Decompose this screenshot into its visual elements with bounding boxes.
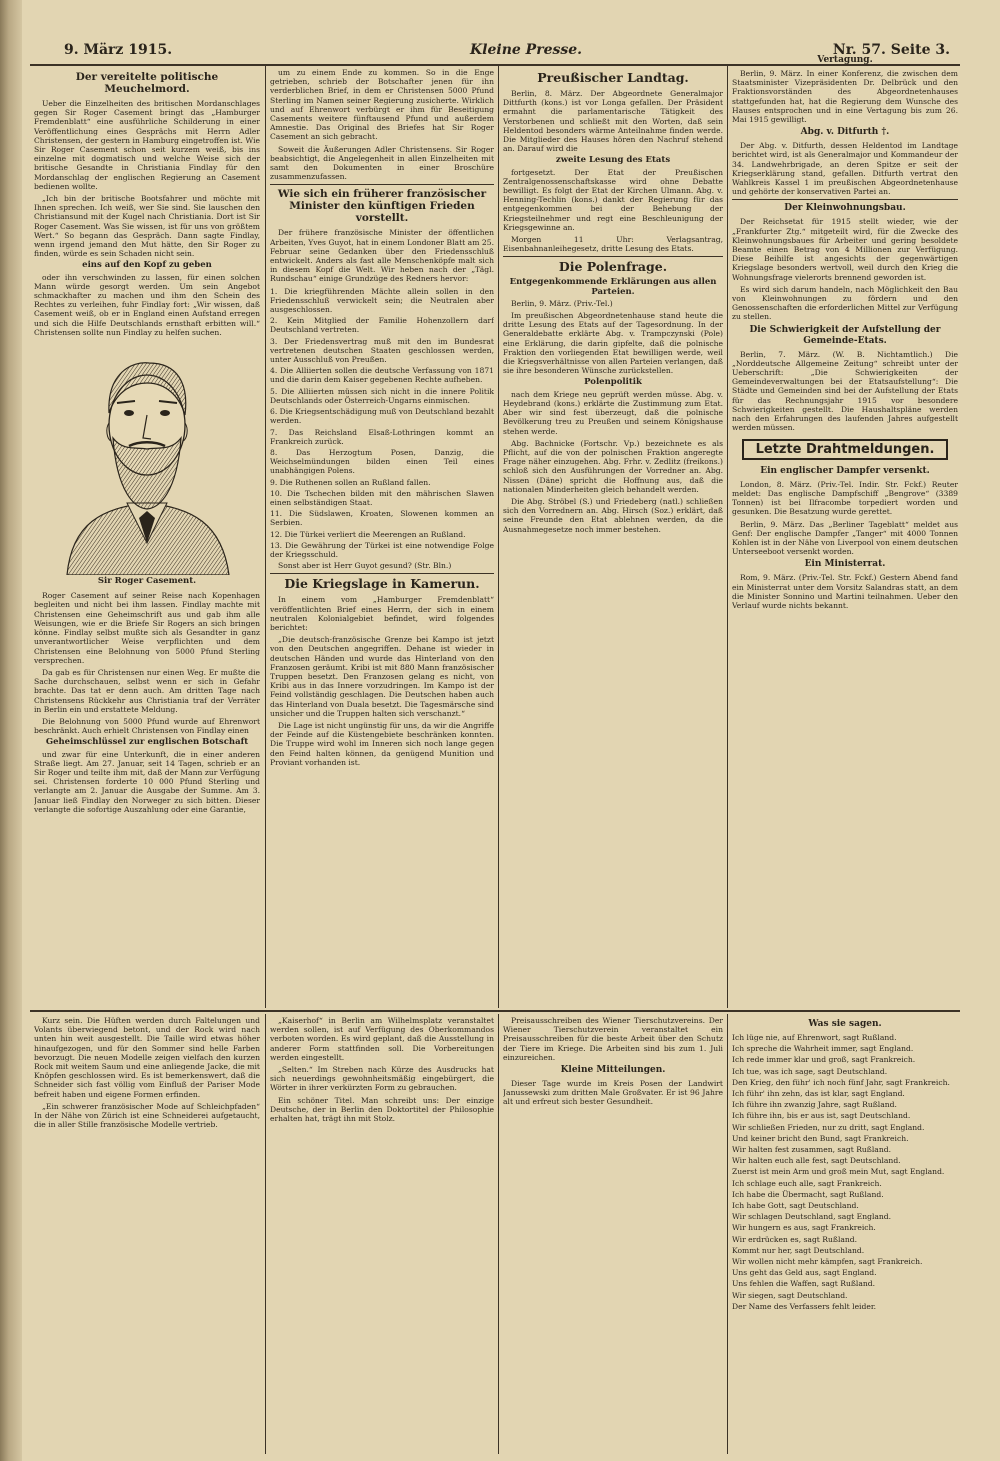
article-paragraph: Berlin, 9. März. In einer Konferenz, die zwischen dem Staatsminister Vizepräsidenten Dr. Delbrück und den Fraktionsvorständen des Abgeordnetenhauses stattgefunden hat, hat die Regierung dem Wunsche des Hauses entsprochen und in eine Vertagung bis zum 26. Mai 1915 gewilligt. xyxy=(732,69,958,125)
poem-line: Zuerst ist mein Arm und groß mein Mut, sagt England. xyxy=(732,1167,945,1177)
article-paragraph: London, 8. März. (Priv.-Tel. Indir. Str. Fckf.) Reuter meldet: Das englische Dampfschiff „Bengrove“ (3389 Tonnen) ist bei Ilfracombe torpediert worden und gesunken. Die Besatzung wurde gerettet. xyxy=(732,479,958,517)
article-dateline: Berlin, 9. März. (Priv.-Tel.) xyxy=(511,298,613,308)
poem-line: Wir siegen, sagt Deutschland. xyxy=(732,1290,848,1300)
headline-minister: Wie sich ein früherer französischer Minister den künftigen Frieden vorstellt. xyxy=(277,188,487,225)
article-paragraph: „Ich bin der britische Bootsfahrer und möchte mit Ihnen sprechen. Ich weiß, wer Sie sind. Sie lauschen den Christiansund mit der Kugel nach Christiania. Dort ist Sir Roger Casement. Was Sie wissen, ist für uns von größtem Wert.“ So begann das Gespräch. Dann sagte Findlay, wenn irgend jemand den Mut hätte, den Sir Roger zu finden, würde es sein Schaden nicht sein. xyxy=(34,194,260,259)
article-paragraph: In einem vom „Hamburger Fremdenblatt“ veröffentlichten Brief eines Herrn, der sich in einem neutralen Kolonialgebiet befindet, wird folgendes berichtet: xyxy=(270,595,494,632)
article-paragraph: „Die deutsch-französische Grenze bei Kampo ist jetzt von den Deutschen angegriffen. Dehane ist wieder in deutschen Händen und wurde das Hinterland von den Franzosen geräumt. Kribi ist mit 880 Mann französischer Truppen besetzt. Den Franzosen gelang es nicht, von Kribi aus in das Innere vorzudringen. Im Kampo ist der Feind vollständig geschlagen. Die Deutschen haben auch das Hinterland von Duala besetzt. Die Tagesmärsche sind unsicher und die Truppen halten sich verschanzt.“ xyxy=(270,635,494,718)
poem-line: Ich habe die Übermacht, sagt Rußland. xyxy=(732,1189,884,1199)
bottom-column-3 xyxy=(503,1016,723,1452)
poem-line: Wir schließen Frieden, nur zu dritt, sagt England. xyxy=(732,1122,925,1132)
poem-lines xyxy=(732,1033,958,1311)
demands-list xyxy=(270,287,494,559)
article-paragraph: „Selten.“ Im Streben nach Kürze des Ausdrucks hat sich neuerdings gewohnheitsmäßig eingebürgert, die Wörter in ihrer verkürzten Form zu gebrauchen. xyxy=(270,1065,494,1093)
list-item: 9. Die Ruthenen sollen an Rußland fallen. xyxy=(270,477,431,487)
article-divider xyxy=(270,573,494,574)
latest-telegrams-box: Letzte Drahtmeldungen. xyxy=(742,439,948,460)
article-paragraph: oder ihn verschwinden zu lassen, für einen solchen Mann würde gesorgt werden. Um sein Angebot schmackhafter zu machen und ihm den Schein des Rechtes zu verleihen, fuhr Findlay fort: „Wir wissen, daß Casement weiß, ob er in England einen Aufstand erregen und sich die Hilfe Deutschlands ernsthaft erbitten will.“ Christensen sollte nun Findlay zu helfen suchen. xyxy=(34,272,260,337)
article-paragraph: Die Abg. Ströbel (S.) und Friedeberg (natl.) schließen sich den Vorrednern an. Abg. Hirsch (Soz.) erklärt, daß seine Freunde den Etat ablehnen werden, da die Ausnahmegesetze noch immer bestehen. xyxy=(503,496,723,534)
headline-kleine-mitteilungen: Kleine Mitteilungen. xyxy=(560,1065,666,1076)
list-item: 4. Die Alliierten sollen die deutsche Verfassung von 1871 und die darin dem Kaiser gegebenen Rechte aufheben. xyxy=(270,366,494,385)
article-divider xyxy=(503,256,723,257)
column-rule xyxy=(498,1014,499,1454)
page-edge xyxy=(0,0,22,1461)
column-rule xyxy=(727,1014,728,1454)
article-paragraph: Dieser Tage wurde im Kreis Posen der Landwirt Janussewski zum dritten Male Großvater. Er ist 96 Jahre alt und erfreut sich bester Gesundheit. xyxy=(503,1079,723,1107)
poem-line: Ich spreche die Wahrheit immer, sagt England. xyxy=(732,1044,914,1054)
subheading: Polenpolitik xyxy=(584,377,642,388)
article-paragraph: Ueber die Einzelheiten des britischen Mordanschlages gegen Sir Roger Casement bringt das „Hamburger Fremdenblatt“ eine ausführliche Schilderung in einer Veröffentlichung eines Gesprächs mit Herrn Adler Christensen, der gestern in Hamburg eingetroffen ist. Wie Sir Roger Casement schon seit kurzem weiß, bis ins einzelne mit dogmatisch und welche Weise sich der britische Gesandte in Christiania Findlay für den Mordanschlag der englischen Regierung an Casement bedienen wollte. xyxy=(34,99,260,191)
article-paragraph: Kurz sein. Die Hüften werden durch Faltelungen und Volants überwiegend betont, und der Rock wird nach unten hin weit ausgestellt. Die Taille wird etwas höher hinaufgezogen, und für den Sommer sind helle Farben bevorzugt. Die neuen Modelle zeigen vielfach den kurzen Rock mit weitem Saum und eine anliegende Jacke, die mit Knöpfen geschlossen wird. Es ist bemerkenswert, daß die Schneider sich fast völlig vom Einfluß der Pariser Mode befreit haben und eigene Formen erfinden. xyxy=(34,1016,260,1099)
poem-line: Wir halten euch alle fest, sagt Deutschland. xyxy=(732,1156,901,1166)
headline-was-sie-sagen: Was sie sagen. xyxy=(808,1019,882,1029)
headline-gemeinde-etats: Die Schwierigkeit der Aufstellung der Gemeinde-Etats. xyxy=(749,324,941,346)
article-divider xyxy=(732,199,958,200)
headline-meuchelmord: Der vereitelte politische Meuchelmord. xyxy=(75,71,219,95)
poem-line: Ich rede immer klar und groß, sagt Frankreich. xyxy=(732,1055,916,1065)
article-paragraph: Berlin, 9. März. Das „Berliner Tageblatt“ meldet aus Genf: Der englische Dampfer „Tanger“ mit 4000 Tonnen Kohlen ist in der Nähe von Liverpool von einem deutschen Unterseeboot versenkt worden. xyxy=(732,519,958,557)
column-rule xyxy=(265,1014,266,1454)
article-paragraph: Rom, 9. März. (Priv.-Tel. Str. Fckf.) Gestern Abend fand ein Ministerrat unter dem Vorsitz Salandras statt, an dem die Minister Sonnino und Martini teilnahmen. Ueber den Verlauf wurde nichts bekannt. xyxy=(732,573,958,610)
poem-line: Ich habe Gott, sagt Deutschland. xyxy=(732,1201,859,1211)
bottom-column-4 xyxy=(732,1016,958,1452)
article-paragraph: Sonst aber ist Herr Guyot gesund? (Str. Bln.) xyxy=(278,561,452,571)
column-4 xyxy=(732,52,958,1006)
poem-line: Ich lüge nie, auf Ehrenwort, sagt Rußland. xyxy=(732,1033,897,1042)
article-paragraph: Soweit die Äußerungen Adler Christensens. Sir Roger beabsichtigt, die Angelegenheit in allen Einzelheiten mit samt den Dokumenten in einer Broschüre zusammenzufassen. xyxy=(270,144,494,182)
poem-line: Den Krieg, den führ' ich noch fünf Jahr, sagt Frankreich. xyxy=(732,1077,950,1087)
poem-line: Und keiner bricht den Bund, sagt Frankreich. xyxy=(732,1133,909,1143)
article-paragraph: Der Reichsetat für 1915 stellt wieder, wie der „Frankfurter Ztg.“ mitgeteilt wird, für die Zwecke des Kleinwohnungsbaues für Arbeiter und gering besoldete Beamte einen Betrag von 4 Millionen zur Verfügung. Diese Beihilfe ist angesichts der gegenwärtigen Kriegslage besonders wertvoll, weil durch den Krieg die Wohnungsfrage vielerorts brennend geworden ist. xyxy=(732,217,958,282)
headline-kamerun: Die Kriegslage in Kamerun. xyxy=(284,576,480,592)
headline-polenfrage: Die Polenfrage. xyxy=(558,259,668,275)
poem-line: Ich führe ihn zwanzig Jahre, sagt Rußland. xyxy=(732,1100,897,1110)
subheading: Entgegenkommende Erklärungen aus allen Parteien. xyxy=(509,277,717,297)
article-paragraph: fortgesetzt. Der Etat der Preußischen Zentralgenossenschaftskasse wird ohne Debatte bewilligt. Es folgt der Etat der Kirchen Ulmann. Abg. v. Henning-Techlin (kons.) dankt der Regierung für das entgegenkommen bei der Behebung der Kriegsteilnehmer und regt eine Beschleunigung der Kriegsgewinne an. xyxy=(503,167,723,232)
headline-kleinwohnungsbau: Der Kleinwohnungsbau. xyxy=(784,203,906,214)
column-1 xyxy=(34,68,260,1006)
headline-landtag: Preußischer Landtag. xyxy=(537,70,689,85)
article-paragraph: Da gab es für Christensen nur einen Weg. Er mußte die Sache durchschauen, selbst wenn er sich in Gefahr brachte. Das tat er denn auch. Am dritten Tage nach Christensens Rückkehr aus Christiania traf der Verräter in Berlin ein und erstattete Meldung. xyxy=(34,667,260,714)
poem-line: Wir halten fest zusammen, sagt Rußland. xyxy=(732,1145,891,1155)
column-2 xyxy=(270,68,494,1006)
article-paragraph: Die Belohnung von 5000 Pfund wurde auf Ehrenwort beschränkt. Auch erhielt Christensen von Findlay einen xyxy=(34,716,260,736)
article-paragraph: Berlin, 7. März. (W. B. Nichtamtlich.) Die „Norddeutsche Allgemeine Zeitung“ schreibt unter der Ueberschrift: „Die Schwierigkeiten der Gemeindeverwaltungen bei der Etatsaufstellung“: Die Städte und Gemeinden sind bei der Aufstellung der Etats für das Rechnungsjahr 1915 vor besondere Schwierigkeiten gestellt. Die Haushaltspläne werden nach den Erfahrungen des laufenden Jahres aufgestellt werden müssen. xyxy=(732,349,958,433)
poem-line: Ich tue, was ich sage, sagt Deutschland. xyxy=(732,1066,888,1076)
list-item: 7. Das Reichsland Elsaß-Lothringen kommt an Frankreich zurück. xyxy=(270,427,494,446)
list-item: 2. Kein Mitglied der Familie Hohenzollern darf Deutschland vertreten. xyxy=(270,316,494,335)
article-paragraph: nach dem Kriege neu geprüft werden müsse. Abg. v. Heydebrand (kons.) erklärte die Zustimmung zum Etat. Aber wir sind fest überzeugt, daß die polnische Bevölkerung treu zu Preußen und seinem Königshause stehen werde. xyxy=(503,389,723,436)
article-paragraph: Der Abg. v. Ditfurth, dessen Heldentod im Landtage berichtet wird, ist als Generalmajor und Kommandeur der 34. Landwehrbrigade, an deren Spitze er seit der Kriegserklärung stand, gefallen. Ditfurth vertrat den Wahlkreis Kassel 1 im preußischen Abgeordnetenhause und gehörte der konservativen Partei an. xyxy=(732,141,958,197)
headline-ministerrat: Ein Ministerrat. xyxy=(804,559,886,570)
subheading: eins auf den Kopf zu geben xyxy=(82,260,212,271)
subheading: Geheimschlüssel zur englischen Botschaft xyxy=(45,737,249,748)
list-item: 5. Die Alliierten müssen sich nicht in die innere Politik Deutschlands oder Österreich-Ungarns einmischen. xyxy=(270,386,494,405)
list-item: 13. Die Gewährung der Türkei ist eine notwendige Folge der Kriegsschuld. xyxy=(270,540,494,559)
section-rule xyxy=(30,1010,960,1012)
article-paragraph: Die Lage ist nicht ungünstig für uns, da wir die Angriffe der Feinde auf die Küstengebiete beschränken konnten. Die Truppe wird wohl im Inneren sich noch lange gegen den Feind halten können, da genügend Munition und Proviant vorhanden ist. xyxy=(270,720,494,767)
article-paragraph: Es wird sich darum handeln, nach Möglichkeit den Bau von Kleinwohnungen zu fördern und den Genossenschaften die erforderlichen Mittel zur Verfügung zu stellen. xyxy=(732,284,958,322)
list-item: 3. Der Friedensvertrag muß mit den im Bundesrat vertretenen deutschen Staaten geschlossen werden, unter Ausschluß von Preußen. xyxy=(270,336,494,365)
article-divider xyxy=(270,184,494,185)
list-item: 12. Die Türkei verliert die Meerengen an Rußland. xyxy=(270,529,466,539)
column-rule xyxy=(498,66,499,1008)
column-rule xyxy=(265,66,266,1008)
poem-line: Wir wollen nicht mehr kämpfen, sagt Frankreich. xyxy=(732,1257,923,1267)
bottom-column-1 xyxy=(34,1016,260,1452)
portrait-caption: Sir Roger Casement. xyxy=(97,576,197,587)
poem-line: Wir schlagen Deutschland, sagt England. xyxy=(732,1212,892,1222)
article-paragraph: Roger Casement auf seiner Reise nach Kopenhagen begleiten und nicht bei ihm lassen. Findlay machte mit Christensen eine Geheimschrift aus und gab ihm alle Weisungen, wie er die Briefe Sir Rogers an sich bringen könne. Findlay selbst mußte sich als Gesandter in ganz unverantwortlicher Weise verpflichten und dem Christensen eine Belohnung von 5000 Pfund Sterling versprechen. xyxy=(34,591,260,665)
bottom-column-2 xyxy=(270,1016,494,1452)
list-item: 1. Die kriegführenden Mächte allein sollen in den Friedensschluß verwickelt sein; die Neutralen aber ausgeschlossen. xyxy=(270,286,494,315)
subheading: zweite Lesung des Etats xyxy=(555,155,671,166)
headline-dampfer: Ein englischer Dampfer versenkt. xyxy=(760,465,930,476)
poem-line: Wir erdrücken es, sagt Rußland. xyxy=(732,1234,858,1244)
column-rule xyxy=(727,66,728,1008)
issue-number: Nr. 57. Seite 3. xyxy=(832,42,950,58)
poem-line: Uns geht das Geld aus, sagt England. xyxy=(732,1268,877,1278)
poem-line: Ich schlage euch alle, sagt Frankreich. xyxy=(732,1178,882,1188)
poem-line: Der Name des Verfassers fehlt leider. xyxy=(732,1301,877,1311)
poem-line: Kommt nur her, sagt Deutschland. xyxy=(732,1245,865,1255)
list-item: 8. Das Herzogtum Posen, Danzig, die Weichselmündungen bilden einen Teil eines unabhängigen Polens. xyxy=(270,447,494,476)
poem-line: Uns fehlen die Waffen, sagt Rußland. xyxy=(732,1279,876,1289)
poem-line: Ich führe ihn, bis er aus ist, sagt Deutschland. xyxy=(732,1111,911,1121)
list-item: 6. Die Kriegsentschädigung muß von Deutschland bezahlt werden. xyxy=(270,407,494,426)
article-paragraph: Im preußischen Abgeordnetenhause stand heute die dritte Lesung des Etats auf der Tagesordnung. In der Generaldebatte erklärte Abg. v. Trampczynski (Pole) eine Erklärung, die darin gipfelte, daß die polnische Fraktion den vorliegenden Etat bewilligen werde, weil die Kriegsverhältnisse von allen Parteien verlangen, daß sie ihre besonderen Wünsche zurückstellen. xyxy=(503,311,723,376)
issue-date: 9. März 1915. xyxy=(64,42,173,58)
portrait-svg xyxy=(47,343,247,575)
article-paragraph: Abg. Bachnicke (Fortschr. Vp.) bezeichnete es als Pflicht, auf die von der polnischen Fraktion angeregte Frage näher einzugehen. Abg. Frhr. v. Zedlitz (freikons.) schloß sich den Ausführungen der Vorredner an. Abg. Nissen (Däne) spricht die Hoffnung aus, daß die nationalen Minderheiten gleich behandelt werden. xyxy=(503,438,723,494)
headline-ditfurth: Abg. v. Ditfurth †. xyxy=(800,127,890,138)
article-paragraph: um zu einem Ende zu kommen. So in die Enge getrieben, schrieb der Botschafter jenen für ihn verderblichen Brief, in dem er Christensen 5000 Pfund Sterling im Namen seiner Regierung zusicherte. Wirklich und auf Ehrenwort verbürgt er ihm für Beseitigung Casements weitere fünftausend Pfund und außerdem Amnestie. Das Original des Briefes hat Sir Roger Casement an sich gebracht. xyxy=(270,68,494,142)
poem-line: Wir hungern es aus, sagt Frankreich. xyxy=(732,1223,876,1233)
list-item: 10. Die Tschechen bilden mit den mährischen Slawen einen selbständigen Staat. xyxy=(270,488,494,507)
portrait-illustration xyxy=(47,343,247,575)
poem-line: Ich führ' ihn zehn, das ist klar, sagt England. xyxy=(732,1089,905,1099)
article-paragraph: Preisausschreiben des Wiener Tierschutzvereins. Der Wiener Tierschutzverein veranstaltet ein Preisausschreiben für die beste Arbeit über den Schutz der Tiere im Kriege. Die Arbeiten sind bis zum 1. Juli einzureichen. xyxy=(503,1016,723,1062)
article-paragraph: Ein schöner Titel. Man schreibt uns: Der einzige Deutsche, der in Berlin den Doktortitel der Philosophie erhalten hat, trägt ihn mit Stolz. xyxy=(270,1095,494,1124)
article-paragraph: „Ein schwerer französischer Mode auf Schleichpfaden“ In der Nähe von Zürich ist eine Schneiderei aufgetaucht, die in aller Stille französische Modelle vertrieb. xyxy=(34,1101,260,1130)
article-paragraph: Morgen 11 Uhr: Verlagsantrag, Eisenbahnanleihegesetz, dritte Lesung des Etats. xyxy=(503,235,723,254)
article-paragraph: Berlin, 8. März. Der Abgeordnete Generalmajor Dittfurth (kons.) ist vor Longa gefallen. Der Präsident ermahnt die parlamentarische Tätigkeit des Verstorbenen und schließt mit den Worten, daß sein Heldentod besonders wärme Anteilnahme finden werde. Die Mitglieder des Hauses hören den Nachruf stehend an. Darauf wird die xyxy=(503,89,723,154)
article-paragraph: Der frühere französische Minister der öffentlichen Arbeiten, Yves Guyot, hat in einem Londoner Blatt am 25. Februar seine Gedanken über den Friedensschluß entwickelt. Anders als fast alle Menschenköpfe malt sich in diesem Kopf die Welt. Wir heben nach der „Tägl. Rundschau“ einige Grundzüge des Redners hervor: xyxy=(270,228,494,284)
article-paragraph: „Kaiserhof“ in Berlin am Wilhelmsplatz veranstaltet werden sollen, ist auf Verfügung des Oberkommandos verboten worden. Es wird geplant, daß die Ausstellung in anderer Form stattfinden soll. Die Vorbereitungen werden eingestellt. xyxy=(270,1016,494,1062)
headline-vertagung: Vertagung. xyxy=(817,55,873,65)
paper-title: Kleine Presse. xyxy=(470,42,583,58)
list-item: 11. Die Südslawen, Kroaten, Slowenen kommen an Serbien. xyxy=(270,509,494,528)
article-paragraph: und zwar für eine Unterkunft, die in einer anderen Straße liegt. Am 27. Januar, seit 14 Tagen, schrieb er an Sir Roger und teilte ihm mit, daß der Mann zur Verfügung sei. Christensen forderte 10 000 Pfund Sterling und verlangte am 2. Januar die Ausgabe der Summe. Am 3. Januar ließ Findlay den Norweger zu sich bitten. Dieser verlangte die sofortige Auszahlung oder eine Garantie, xyxy=(34,749,260,814)
column-3 xyxy=(503,68,723,1006)
